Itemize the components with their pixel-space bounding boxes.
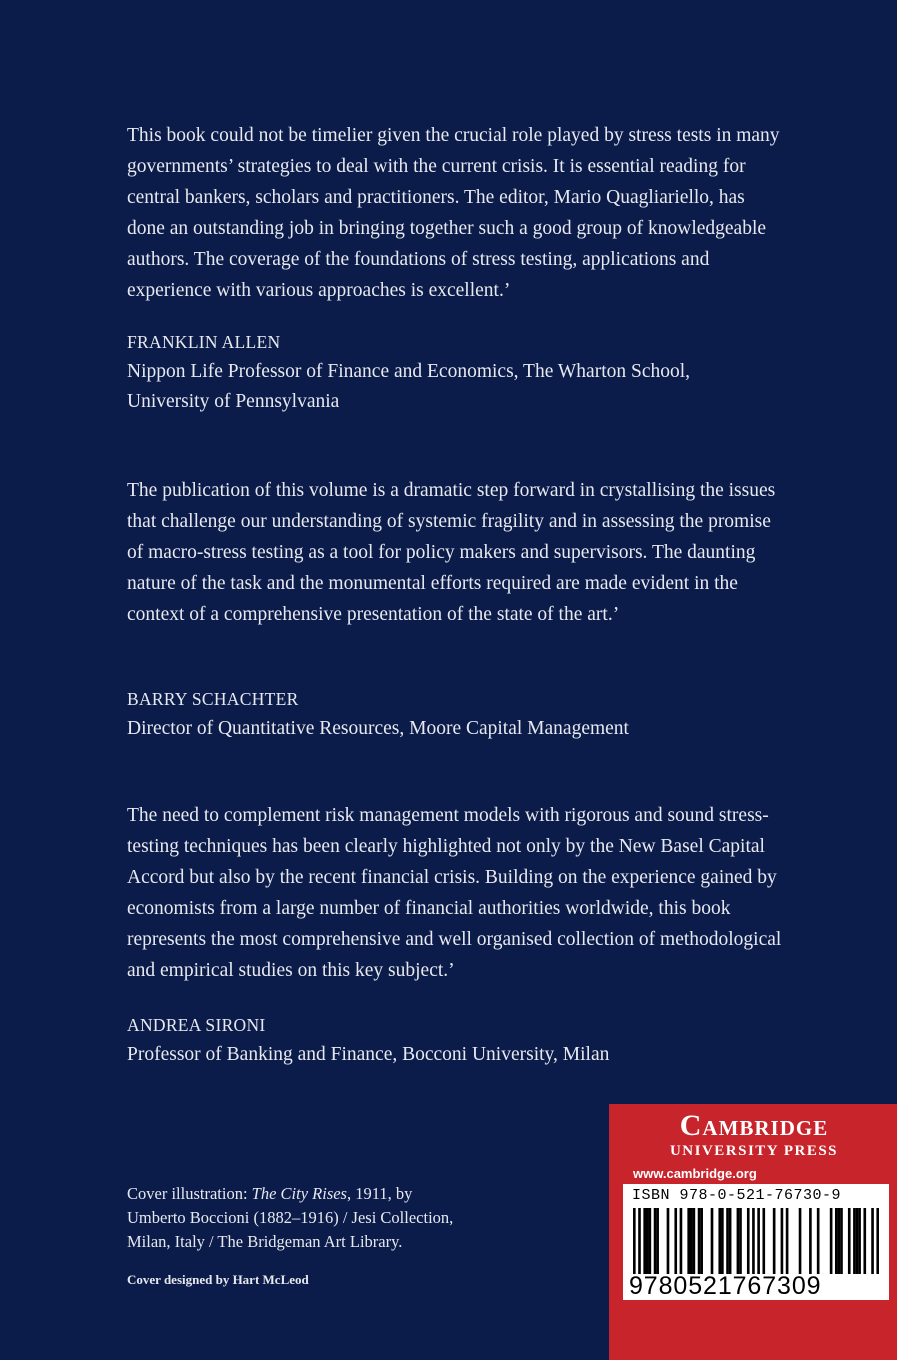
- endorsement-3-quote: [127, 800, 787, 986]
- barcode-bar: [646, 1208, 649, 1274]
- barcode-bar: [848, 1208, 851, 1274]
- endorsement-quote-text: The need to complement risk management models with rigorous and sound stress-testing techniques has been clearly highlighted not only by the New Basel Capital Accord but also by the recent financial crisis. Building on the experience gained by economists from a large number of financial authorities worldwide, this book represents the most comprehensive and well organised collection of methodological and empirical studies on this key subject.’: [127, 805, 782, 981]
- barcode-bar: [680, 1208, 683, 1274]
- endorser-affiliation: University of Pennsylvania: [127, 391, 340, 412]
- barcode-bar: [633, 1208, 636, 1274]
- barcode-bar: [830, 1208, 833, 1274]
- endorsement-2-attribution: [127, 684, 787, 744]
- barcode-bar: [737, 1208, 740, 1274]
- endorsement-quote-text: This book could not be timelier given the crucial role played by stress tests in many governments’ strategies to deal with the current crisis. It is essential reading for central bankers, scholars and practitioners. The editor, Mario Quagliariello, has done an outstanding job in bringing together such a good group of knowledgeable authors. The coverage of the foundations of stress testing, applications and experience with various approaches is excellent.’: [127, 125, 780, 301]
- barcode-bar: [858, 1208, 861, 1274]
- barcode-bar: [817, 1208, 820, 1274]
- cover-illustration-credit: [127, 1182, 547, 1254]
- cover-designer-credit: Cover designed by Hart McLeod: [127, 1272, 309, 1287]
- barcode-bar: [711, 1208, 714, 1274]
- barcode-bar: [654, 1208, 657, 1274]
- endorser-affiliation: Nippon Life Professor of Finance and Economics, The Wharton School,: [127, 361, 691, 382]
- barcode-bar: [649, 1208, 652, 1274]
- endorser-name: BARRY SCHACHTER: [127, 689, 299, 709]
- artwork-title: The City Rises: [251, 1184, 347, 1203]
- endorsement-quote-text: The publication of this volume is a dramatic step forward in crystallising the issues that challenge our understanding of systemic fragility and in assessing the promise of macro-stress testing as a tool for policy makers and supervisors. The daunting nature of the task and the monumental efforts required are made evident in the context of a comprehensive presentation of the state of the art.’: [127, 480, 776, 625]
- publisher-name: Cambridge: [679, 1109, 829, 1142]
- barcode-bar: [726, 1208, 729, 1274]
- barcode-bar: [838, 1208, 841, 1274]
- barcode-bar: [739, 1208, 742, 1274]
- endorser-affiliation: Professor of Banking and Finance, Bocconi University, Milan: [127, 1044, 610, 1065]
- barcode-bar: [690, 1208, 693, 1274]
- barcode-bar: [856, 1208, 859, 1274]
- endorsement-2-quote: [127, 475, 787, 630]
- barcode-bar: [674, 1208, 677, 1274]
- barcode-bar: [643, 1208, 646, 1274]
- endorsement-1-attribution: [127, 327, 787, 417]
- barcode-bar: [781, 1208, 784, 1274]
- barcode-bar: [747, 1208, 750, 1274]
- barcode-bar: [876, 1208, 879, 1274]
- barcode-bar: [835, 1208, 838, 1274]
- barcode-bar: [718, 1208, 721, 1274]
- publisher-website: www.cambridge.org: [633, 1166, 757, 1181]
- barcode-bar: [757, 1208, 760, 1274]
- cambridge-logo: [629, 1109, 879, 1159]
- barcode-bar: [667, 1208, 670, 1274]
- barcode-bar: [687, 1208, 690, 1274]
- barcode-bar: [799, 1208, 802, 1274]
- barcode-bars: [633, 1208, 879, 1274]
- barcode-bar: [656, 1208, 659, 1274]
- barcode-digits: 9780521767309: [629, 1272, 822, 1300]
- barcode-bar: [752, 1208, 755, 1274]
- credit-line-2: Umberto Boccioni (1882–1916) / Jesi Collection,: [127, 1208, 454, 1227]
- endorser-name: FRANKLIN ALLEN: [127, 332, 281, 352]
- barcode-bar: [786, 1208, 789, 1274]
- barcode-bar: [809, 1208, 812, 1274]
- isbn-label: ISBN 978-0-521-76730-9: [632, 1187, 842, 1204]
- credit-line-3: Milan, Italy / The Bridgeman Art Library.: [127, 1232, 403, 1251]
- barcode-bar: [871, 1208, 874, 1274]
- isbn-barcode: [623, 1184, 889, 1300]
- endorsement-1-quote: [127, 120, 787, 306]
- barcode-bar: [853, 1208, 856, 1274]
- endorser-name: ANDREA SIRONI: [127, 1015, 266, 1035]
- publisher-subname: UNIVERSITY PRESS: [669, 1143, 839, 1159]
- barcode-bar: [863, 1208, 866, 1274]
- endorsement-3-attribution: [127, 1010, 787, 1070]
- barcode-bar: [729, 1208, 732, 1274]
- barcode-bar: [638, 1208, 641, 1274]
- credit-line-1: Cover illustration: The City Rises, 1911, by: [127, 1184, 413, 1203]
- barcode-bar: [721, 1208, 724, 1274]
- barcode-bar: [840, 1208, 843, 1274]
- barcode-bar: [693, 1208, 696, 1274]
- barcode-bar: [698, 1208, 701, 1274]
- endorser-affiliation: Director of Quantitative Resources, Moore Capital Management: [127, 718, 629, 739]
- barcode-bar: [700, 1208, 703, 1274]
- barcode-bar: [773, 1208, 776, 1274]
- barcode-bar: [762, 1208, 765, 1274]
